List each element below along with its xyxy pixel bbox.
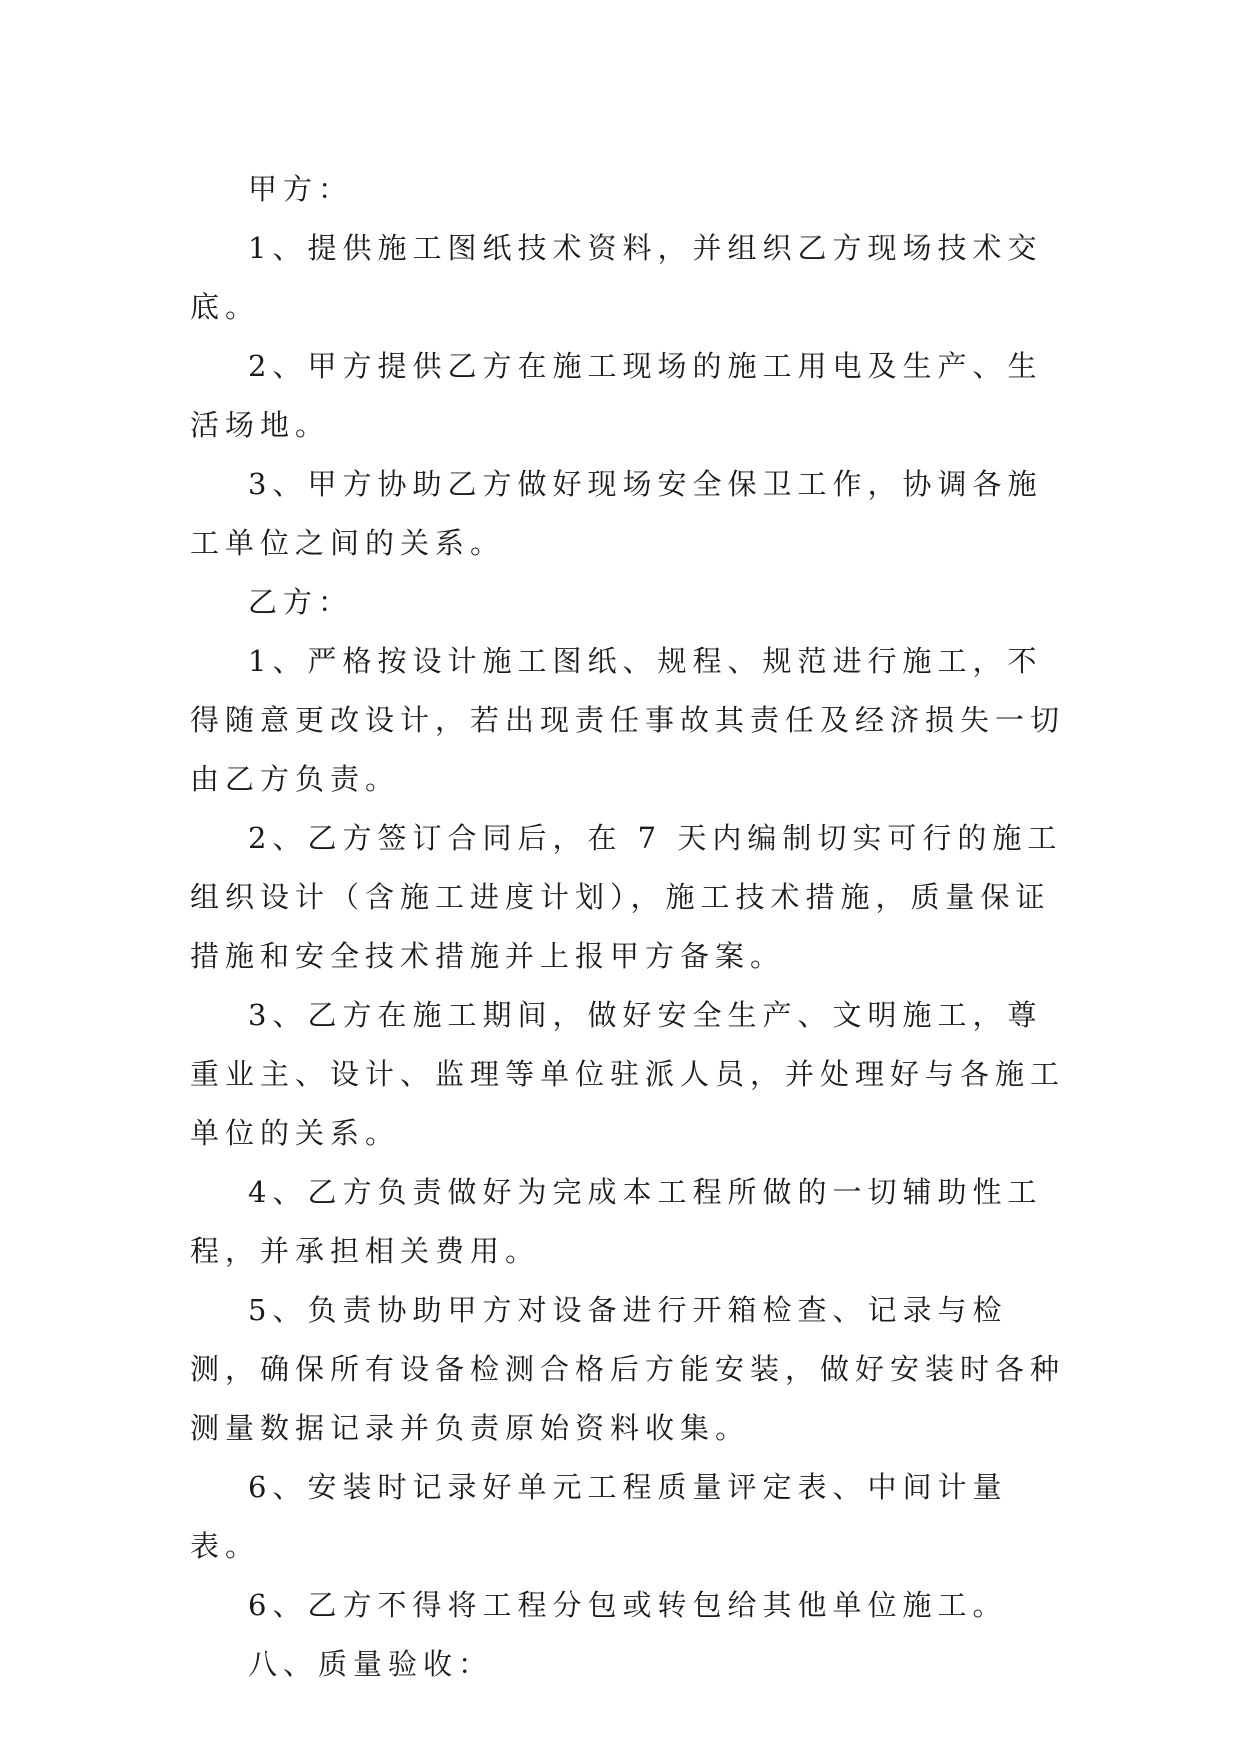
party-a-item-1: 1、提供施工图纸技术资料，并组织乙方现场技术交底。: [190, 231, 1043, 324]
party-b-item-1: 1、严格按设计施工图纸、规程、规范进行施工，不得随意更改设计，若出现责任事故其责任及经济损失一切由乙方负责。: [190, 644, 1066, 796]
party-b-item-6b: 6、乙方不得将工程分包或转包给其他单位施工。: [248, 1588, 1008, 1622]
section-heading-quality-acceptance: 八、质量验收：: [248, 1647, 494, 1681]
party-b-item-4: 4、乙方负责做好为完成本工程所做的一切辅助性工程，并承担相关费用。: [190, 1175, 1043, 1268]
party-b-item-6a: 6、安装时记录好单元工程质量评定表、中间计量表。: [190, 1470, 1008, 1563]
party-a-heading: 甲方：: [248, 172, 354, 206]
party-b-item-5: 5、负责协助甲方对设备进行开箱检查、记录与检测，确保所有设备检测合格后方能安装，做好安装时各种测量数据记录并负责原始资料收集。: [190, 1293, 1066, 1445]
document-body: [190, 160, 1070, 1694]
party-b-item-3: 3、乙方在施工期间，做好安全生产、文明施工，尊重业主、设计、监理等单位驻派人员，并处理好与各施工单位的关系。: [190, 998, 1066, 1150]
party-b-heading: 乙方：: [248, 585, 354, 619]
party-b-item-2: 2、乙方签订合同后，在 7 天内编制切实可行的施工组织设计（含施工进度计划），施工技术措施，质量保证措施和安全技术措施并上报甲方备案。: [190, 821, 1063, 973]
party-a-item-2: 2、甲方提供乙方在施工现场的施工用电及生产、生活场地。: [190, 349, 1043, 442]
party-a-item-3: 3、甲方协助乙方做好现场安全保卫工作，协调各施工单位之间的关系。: [190, 467, 1043, 560]
